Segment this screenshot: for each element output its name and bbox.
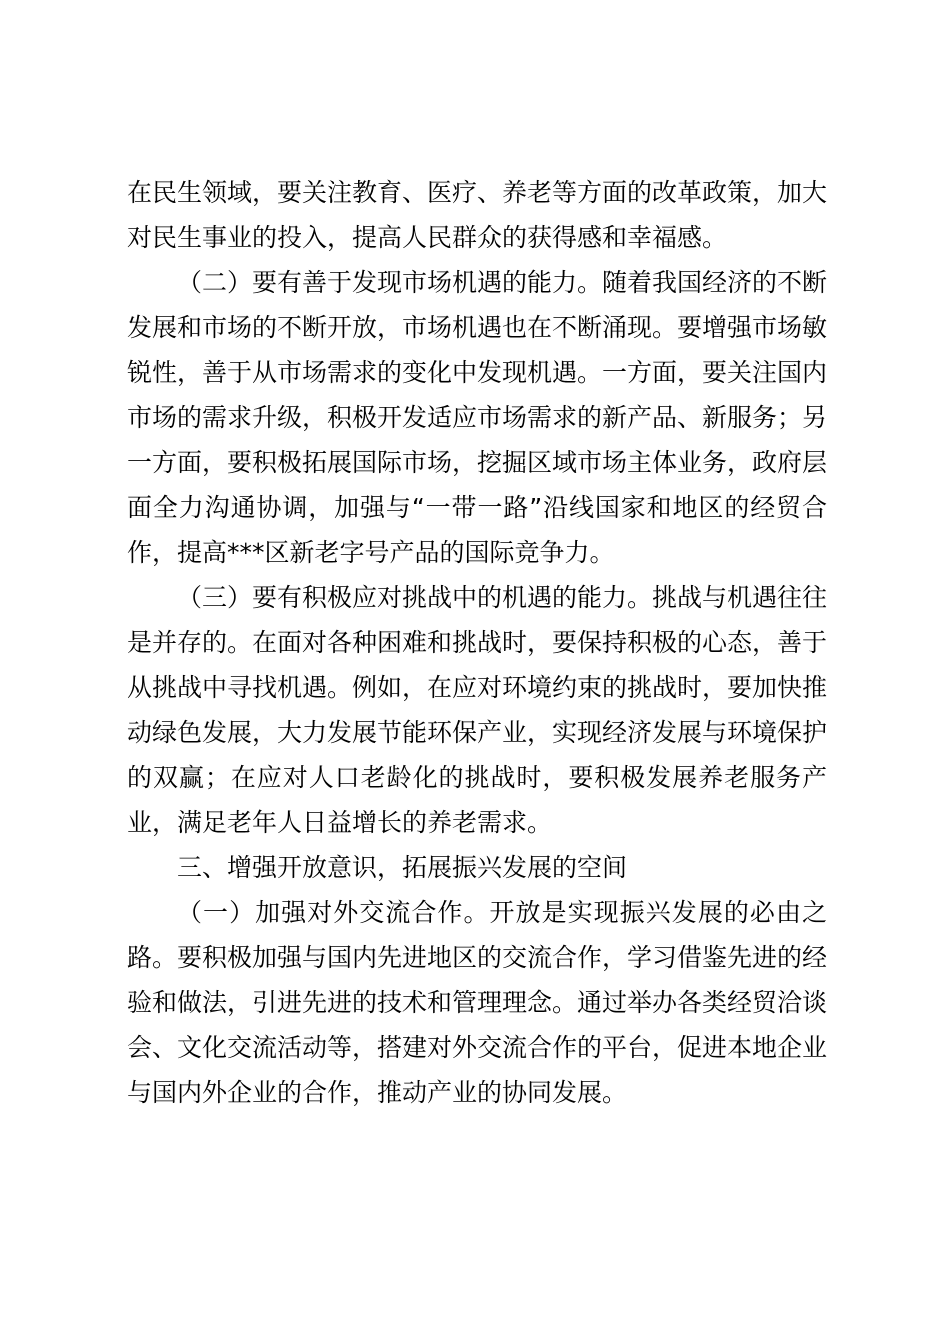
section-heading-openness: 三、增强开放意识，拓展振兴发展的空间 [177,853,628,882]
paragraph-challenge-opportunity: （三）要有积极应对挑战中的机遇的能力。挑战与机遇往往是并存的。在面对各种困难和挑战时，要保持积极的心态，善于从挑战中寻找机遇。例如，在应对环境约束的挑战时，要加快推动绿色发展，大力发展节能环保产业，实现经济发展与环境保护的双赢；在应对人口老龄化的挑战时，要积极发展养老服务产业，满足老年人日益增长的养老需求。 [127,583,828,837]
document-page [127,170,827,1115]
paragraph-livelihood: 在民生领域，要关注教育、医疗、养老等方面的改革政策，加大对民生事业的投入，提高人民群众的获得感和幸福感。 [127,178,828,252]
paragraph-market-opportunity: （二）要有善于发现市场机遇的能力。随着我国经济的不断发展和市场的不断开放，市场机遇也在不断涌现。要增强市场敏锐性，善于从市场需求的变化中发现机遇。一方面，要关注国内市场的需求升级，积极开发适应市场需求的新产品、新服务；另一方面，要积极拓展国际市场，挖掘区域市场主体业务，政府层面全力沟通协调，加强与“一带一路”沿线国家和地区的经贸合作，提高***区新老字号产品的国际竞争力。 [127,268,828,567]
paragraph-external-cooperation: （一）加强对外交流合作。开放是实现振兴发展的必由之路。要积极加强与国内先进地区的交流合作，学习借鉴先进的经验和做法，引进先进的技术和管理理念。通过举办各类经贸洽谈会、文化交流活动等，搭建对外交流合作的平台，促进本地企业与国内外企业的合作，推动产业的协同发展。 [127,898,828,1107]
